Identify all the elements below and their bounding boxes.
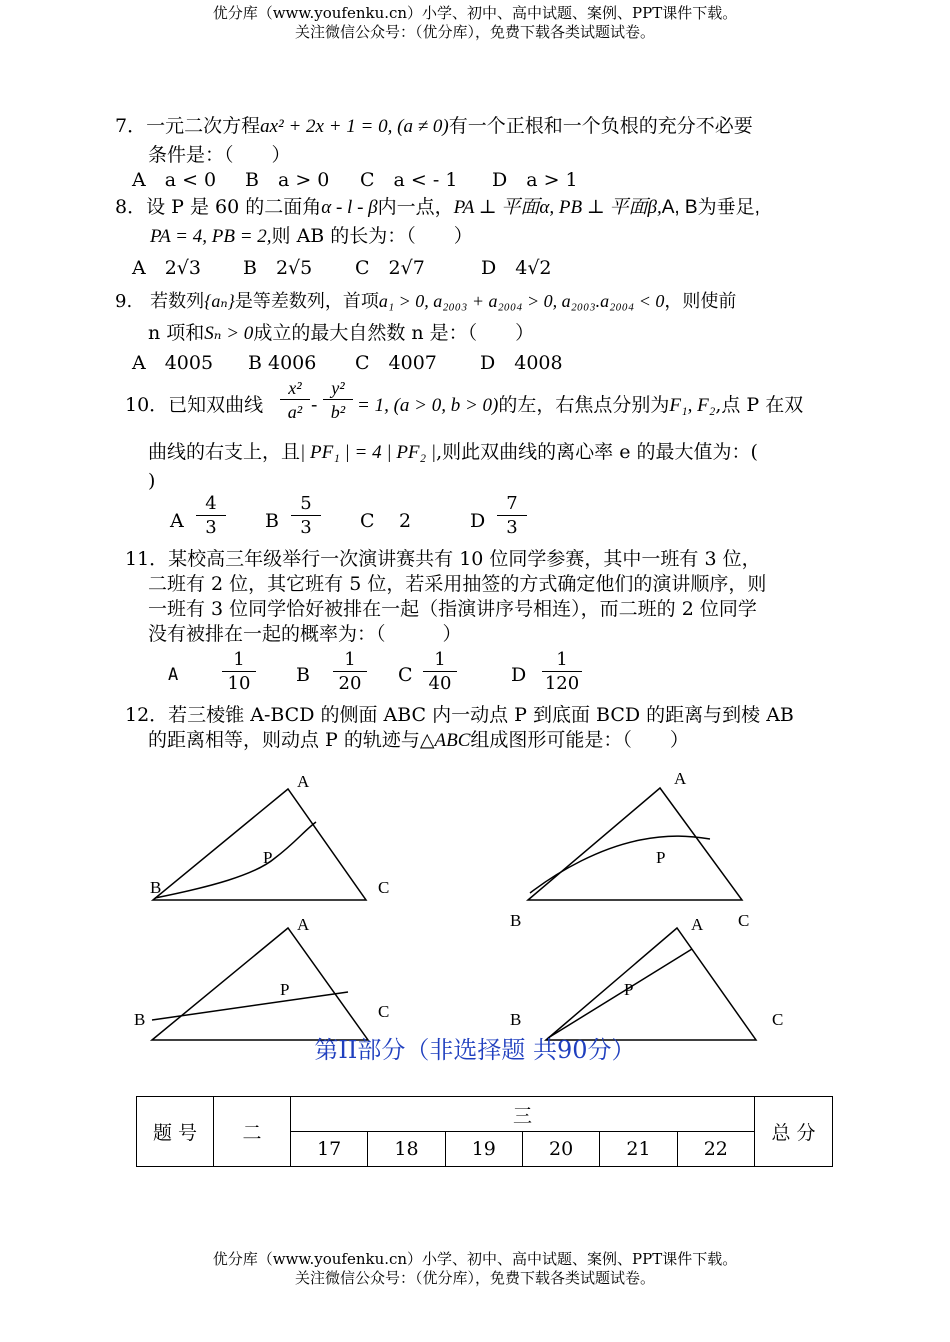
q10-fraction-x: $\frac{\text{x²}}{\text{a²}}$: [280, 378, 310, 422]
q11-line-3: 一班有 3 位同学恰好被排在一起（指演讲序号相连），而二班的 2 位同学: [148, 598, 757, 620]
q9-line-2: n 项和Sₙ > 0成立的最大自然数 n 是：（ ）: [148, 322, 535, 344]
fig4-label-p: P: [624, 980, 634, 999]
q7-option-c: C a < - 1: [360, 169, 458, 191]
q9-option-b: B 4006: [248, 352, 317, 374]
fig3-locus-line: [152, 992, 348, 1020]
fig3-label-p: P: [280, 980, 290, 999]
q8-option-b: B 2√5: [243, 257, 313, 279]
q10-option-c-value: 2: [399, 510, 412, 532]
q10-line-2: 曲线的右支上，且| PF₁ | = 4 | PF₂ |,则此双曲线的离心率 e 的最大值为：(: [148, 441, 758, 463]
fig3-triangle: [152, 928, 368, 1040]
footer-line-2: 关注微信公众号：（优分库），免费下载各类试题试卷。: [294, 1269, 655, 1287]
fig2-label-c: C: [738, 911, 750, 930]
fig2-label-p: P: [656, 848, 666, 867]
score-header-tihao: 题 号: [137, 1097, 214, 1167]
q11-option-a-fraction: $\frac{1}{10}$: [222, 650, 256, 694]
q8-option-c: C 2√7: [355, 257, 425, 279]
fig3-label-c: C: [378, 1002, 390, 1021]
q10-line-1-pre: 10．已知双曲线: [125, 394, 264, 416]
score-header-er: 二: [214, 1097, 291, 1167]
score-col-20: 20: [522, 1132, 599, 1167]
q8-line-1: 8．设 P 是 60 的二面角α - l - β内一点，PA ⊥ 平面α, PB ⊥ 平面β,A, B为垂足,: [115, 196, 760, 218]
score-col-22: 22: [677, 1132, 754, 1167]
score-table: [136, 1096, 833, 1167]
fig1-label-p: P: [263, 848, 273, 867]
q10-line-1-post: = 1, (a > 0, b > 0)的左，右焦点分别为F₁, F₂,点 P 在双: [357, 394, 804, 416]
fig4-locus-line: [548, 949, 692, 1038]
q10-option-b-label: B: [265, 510, 279, 532]
score-col-19: 19: [445, 1132, 522, 1167]
q10-option-c-label: C: [360, 510, 375, 532]
header-line-2: 关注微信公众号：（优分库），免费下载各类试题试卷。: [294, 23, 655, 41]
q7-option-a: A a < 0: [132, 169, 217, 191]
fig3-label-a: A: [297, 915, 310, 934]
fig2-triangle: [528, 788, 742, 900]
q11-line-2: 二班有 2 位，其它班有 5 位，若采用抽签的方式确定他们的演讲顺序，则: [148, 573, 767, 595]
fig1-locus-curve: [155, 822, 316, 898]
fig2-label-b: B: [510, 911, 522, 930]
q11-option-b-label: B: [296, 664, 310, 686]
q9-option-d: D 4008: [480, 352, 563, 374]
q10-line-3: ): [148, 470, 156, 492]
q7-line-2: 条件是：（ ）: [148, 144, 291, 166]
q11-option-a-label: A: [168, 665, 179, 685]
q9-option-a: A 4005: [132, 352, 214, 374]
q11-line-1: 11．某校高三年级举行一次演讲赛共有 10 位同学参赛，其中一班有 3 位，: [125, 548, 761, 570]
score-col-18: 18: [368, 1132, 445, 1167]
q10-option-a-fraction: $\frac{4}{3}$: [196, 494, 226, 538]
header-line-1: 优分库（www.youfenku.cn）小学、初中、高中试题、案例、PPT课件下载。: [212, 4, 738, 22]
score-header-total: 总 分: [755, 1097, 833, 1167]
fig4-label-a: A: [691, 915, 704, 934]
q10-option-d-fraction: $\frac{7}{3}$: [497, 494, 527, 538]
q8-option-a: A 2√3: [132, 257, 202, 279]
q10-option-b-fraction: $\frac{5}{3}$: [291, 494, 321, 538]
q9-line-1: 9. 若数列{aₙ}是等差数列，首项a₁ > 0, a₂₀₀₃ + a₂₀₀₄ > 0, a₂₀₀₃.a₂₀₀₄ < 0，则使前: [115, 291, 737, 312]
q11-option-b-fraction: $\frac{1}{20}$: [333, 650, 367, 694]
q10-option-d-label: D: [470, 510, 486, 532]
score-header-san: 三: [291, 1097, 755, 1132]
fig2-locus-curve: [530, 836, 710, 893]
fig4-label-c: C: [772, 1010, 784, 1029]
q12-line-2: 的距离相等，则动点 P 的轨迹与△ABC组成图形可能是：（ ）: [148, 729, 689, 751]
q7-line-1: 7．一元二次方程ax² + 2x + 1 = 0, (a ≠ 0)有一个正根和一个负根的充分不必要: [115, 115, 753, 137]
score-col-17: 17: [291, 1132, 368, 1167]
footer-line-1: 优分库（www.youfenku.cn）小学、初中、高中试题、案例、PPT课件下载。: [212, 1250, 738, 1268]
q9-option-c: C 4007: [355, 352, 437, 374]
fig1-triangle: [153, 789, 366, 900]
q7-option-b: B a > 0: [245, 169, 330, 191]
q12-line-1: 12．若三棱锥 A-BCD 的侧面 ABC 内一动点 P 到底面 BCD 的距离与到棱 AB: [125, 704, 794, 726]
q11-option-c-fraction: $\frac{1}{40}$: [423, 650, 457, 694]
fig1-label-b: B: [150, 878, 162, 897]
score-col-21: 21: [600, 1132, 677, 1167]
q8-line-2: PA = 4, PB = 2,则 AB 的长为：（ ）: [150, 225, 473, 247]
fig3-label-b: B: [134, 1010, 146, 1029]
part2-title: 第II部分（非选择题 共90分）: [314, 1036, 636, 1064]
q11-line-4: 没有被排在一起的概率为：（ ）: [148, 623, 462, 645]
q11-option-d-fraction: $\frac{1}{120}$: [542, 650, 582, 694]
fig2-label-a: A: [674, 769, 687, 788]
q11-option-d-label: D: [511, 664, 527, 686]
q10-option-a-label: A: [170, 510, 184, 532]
q7-option-d: D a > 1: [492, 169, 578, 191]
fig1-label-a: A: [297, 772, 310, 791]
fig4-triangle: [546, 928, 756, 1040]
fig1-label-c: C: [378, 878, 390, 897]
q8-option-d: D 4√2: [481, 257, 552, 279]
q10-minus: -: [311, 394, 318, 416]
q12-figures: [0, 760, 950, 1050]
q10-fraction-y: $\frac{\text{y²}}{\text{b²}}$: [323, 378, 353, 422]
q11-option-c-label: C: [398, 664, 413, 686]
fig4-label-b: B: [510, 1010, 522, 1029]
